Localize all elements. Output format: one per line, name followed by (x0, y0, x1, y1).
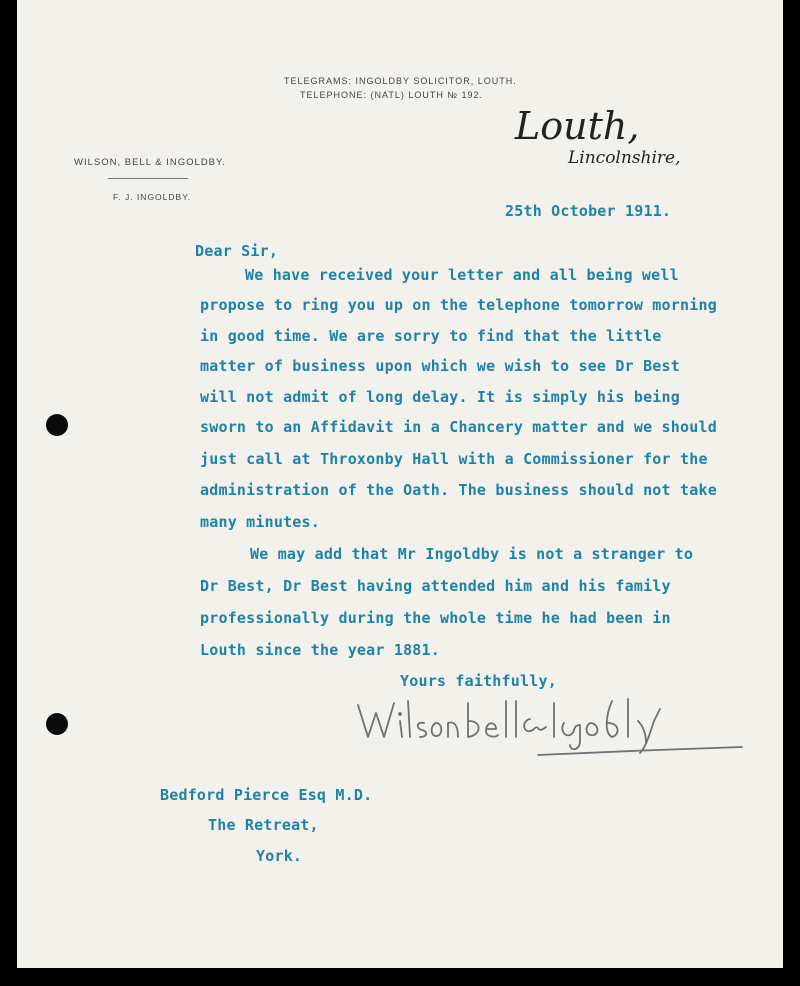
partner-name: F. J. INGOLDBY. (113, 192, 192, 202)
address-line: The Retreat, (208, 816, 319, 834)
body-line: We have received your letter and all being well (245, 266, 679, 284)
closing: Yours faithfully, (400, 672, 557, 690)
body-line: propose to ring you up on the telephone tomorrow morning (200, 296, 717, 314)
punch-hole-bottom (46, 713, 68, 735)
body-line: matter of business upon which we wish to see Dr Best (200, 357, 680, 375)
county-name: Lincolnshire, (568, 148, 681, 168)
letter-date: 25th October 1911. (505, 202, 672, 220)
firm-name: WILSON, BELL & INGOLDBY. (74, 157, 226, 168)
body-line: in good time. We are sorry to find that the little (200, 327, 662, 345)
body-line: will not admit of long delay. It is simply his being (200, 388, 680, 406)
firm-divider (108, 178, 188, 179)
address-city: York. (256, 847, 303, 865)
punch-hole-top (46, 414, 68, 436)
salutation: Dear Sir, (195, 242, 279, 260)
telephone-line: TELEPHONE: (NATL) LOUTH № 192. (300, 90, 484, 100)
body-line: We may add that Mr Ingoldby is not a stranger to (250, 545, 694, 563)
address-name: Bedford Pierce Esq M.D. (160, 786, 373, 804)
body-line: Louth since the year 1881. (200, 641, 440, 659)
town-name: Louth, (515, 104, 640, 148)
body-line: administration of the Oath. The business should not take (200, 481, 717, 499)
telegrams-line: TELEGRAMS: INGOLDBY SOLICITOR, LOUTH. (284, 76, 517, 86)
body-line: professionally during the whole time he had been in (200, 609, 671, 627)
signature-image (350, 695, 750, 765)
body-line: sworn to an Affidavit in a Chancery matter and we should (200, 418, 717, 436)
body-line: Dr Best, Dr Best having attended him and his family (200, 577, 671, 595)
body-line: just call at Throxonby Hall with a Commissioner for the (200, 450, 708, 468)
body-line: many minutes. (200, 513, 320, 531)
